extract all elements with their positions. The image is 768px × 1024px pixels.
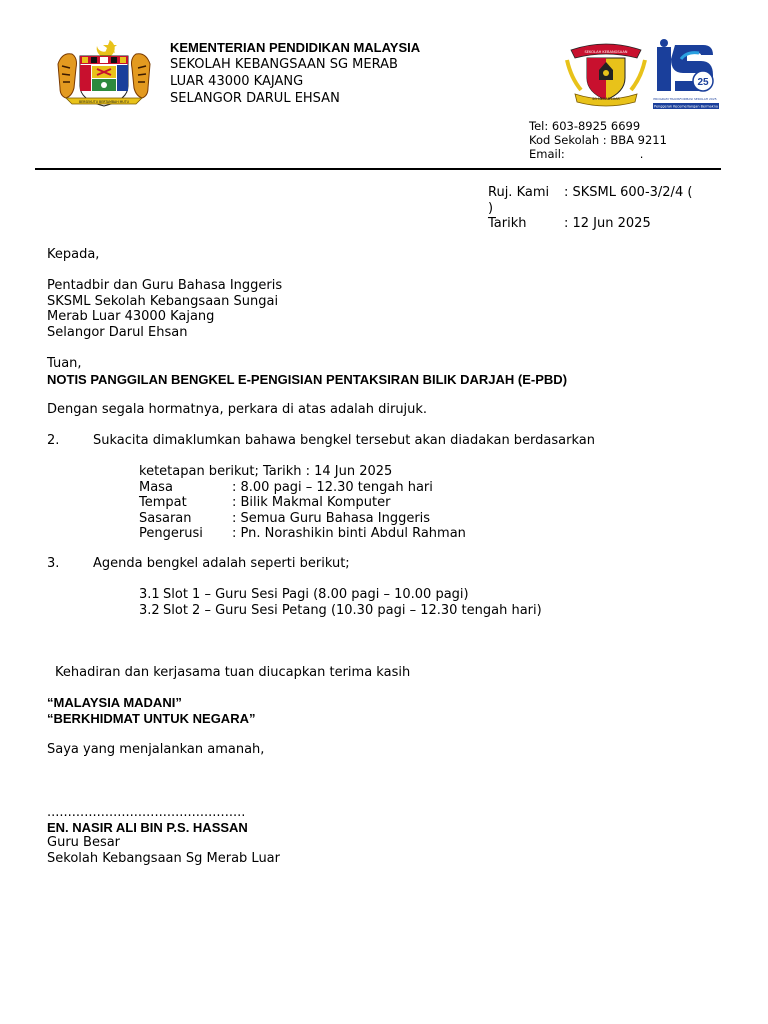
recipient-address: Pentadbir dan Guru Bahasa Inggeris SKSML Sekolah Kebangsaan Sungai Merab Luar 43000 Kajang Selangor Darul Ehsan [47, 278, 283, 340]
para2-number: 2. [47, 433, 60, 448]
ts25-logo [651, 39, 723, 111]
para2-details: ketetapan berikut; Tarikh : 14 Jun 2025 Masa : 8.00 pagi – 12.30 tengah hari Tempat : Bilik Makmal Komputer Sasaran : Semua Guru Bahasa Inggeris Pengerusi : Pn. Norashikin binti Abdul Rahman [139, 464, 466, 541]
coat-of-arms-logo [52, 36, 156, 112]
para2-text: Sukacita dimaklumkan bahawa bengkel tersebut akan diadakan berdasarkan [93, 433, 595, 448]
svg-text:Penggerak Kecemerlangan Bermak: Penggerak Kecemerlangan Bermakna [654, 104, 718, 109]
subject-line: NOTIS PANGGILAN BENGKEL E-PENGISIAN PENTAKSIRAN BILIK DARJAH (E-PBD) [47, 372, 568, 387]
school-crest-logo [565, 40, 647, 108]
signatory-title: Guru Besar [47, 835, 121, 850]
detail-masa: Masa : 8.00 pagi – 12.30 tengah hari [139, 479, 433, 495]
intro-paragraph: Dengan segala hormatnya, perkara di atas adalah dirujuk. [47, 402, 428, 417]
tarikh: Tarikh : 12 Jun 2025 [488, 216, 651, 231]
svg-text:SG MERAB LUAR: SG MERAB LUAR [592, 97, 620, 101]
agenda-slots [139, 587, 542, 618]
ruj-kami-cont: ) [488, 200, 494, 216]
signoff: Saya yang menjalankan amanah, [47, 742, 265, 757]
svg-text:25: 25 [697, 77, 709, 88]
slot-1: 3.1 Slot 1 – Guru Sesi Pagi (8.00 pagi – 10.00 pagi) [139, 587, 469, 602]
para3-text: Agenda bengkel adalah seperti berikut; [93, 556, 350, 571]
kepada: Kepada, [47, 247, 100, 262]
signature-line: ................................................ [47, 805, 246, 820]
reference-block [488, 185, 692, 232]
signatory-school: Sekolah Kebangsaan Sg Merab Luar [47, 851, 280, 866]
svg-text:PROGRAM TRANSFORMASI SEKOLAH 2: PROGRAM TRANSFORMASI SEKOLAH 2025 [653, 97, 717, 101]
ruj-kami: Ruj. Kami : SKSML 600-3/2/4 ( [488, 185, 693, 200]
slot-2: 3.2 Slot 2 – Guru Sesi Petang (10.30 pagi – 12.30 tengah hari) [139, 602, 542, 618]
school-address: LUAR 43000 KAJANG [170, 74, 304, 89]
detail-sasaran: Sasaran : Semua Guru Bahasa Inggeris [139, 510, 431, 526]
motto-madani: “MALAYSIA MADANI” [47, 695, 182, 710]
signatory-name: EN. NASIR ALI BIN P.S. HASSAN [47, 820, 248, 835]
para3-number: 3. [47, 556, 60, 571]
school-name: SEKOLAH KEBANGSAAN SG MERAB [170, 57, 398, 72]
school-code: Kod Sekolah : BBA 9211 [529, 133, 667, 147]
salutation: Tuan, [47, 356, 82, 371]
header-divider [35, 168, 721, 170]
school-state: SELANGOR DARUL EHSAN [170, 91, 340, 106]
contact-info [529, 119, 667, 161]
telephone: Tel: 603-8925 6699 [529, 119, 641, 133]
svg-text:SEKOLAH KEBANGSAAN: SEKOLAH KEBANGSAAN [584, 50, 628, 54]
motto-berkhidmat: “BERKHIDMAT UNTUK NEGARA” [47, 711, 256, 726]
ministry-name: KEMENTERIAN PENDIDIKAN MALAYSIA [170, 40, 421, 55]
email: Email: . [529, 147, 644, 161]
closing-paragraph: Kehadiran dan kerjasama tuan diucapkan terima kasih [55, 665, 411, 680]
detail-pengerusi: Pengerusi : Pn. Norashikin binti Abdul Rahman [139, 526, 466, 541]
svg-text:BERSEKUTU BERTAMBAH MUTU: BERSEKUTU BERTAMBAH MUTU [78, 100, 130, 104]
detail-tempat: Tempat : Bilik Makmal Komputer [139, 495, 391, 510]
letterhead-text [170, 39, 420, 107]
